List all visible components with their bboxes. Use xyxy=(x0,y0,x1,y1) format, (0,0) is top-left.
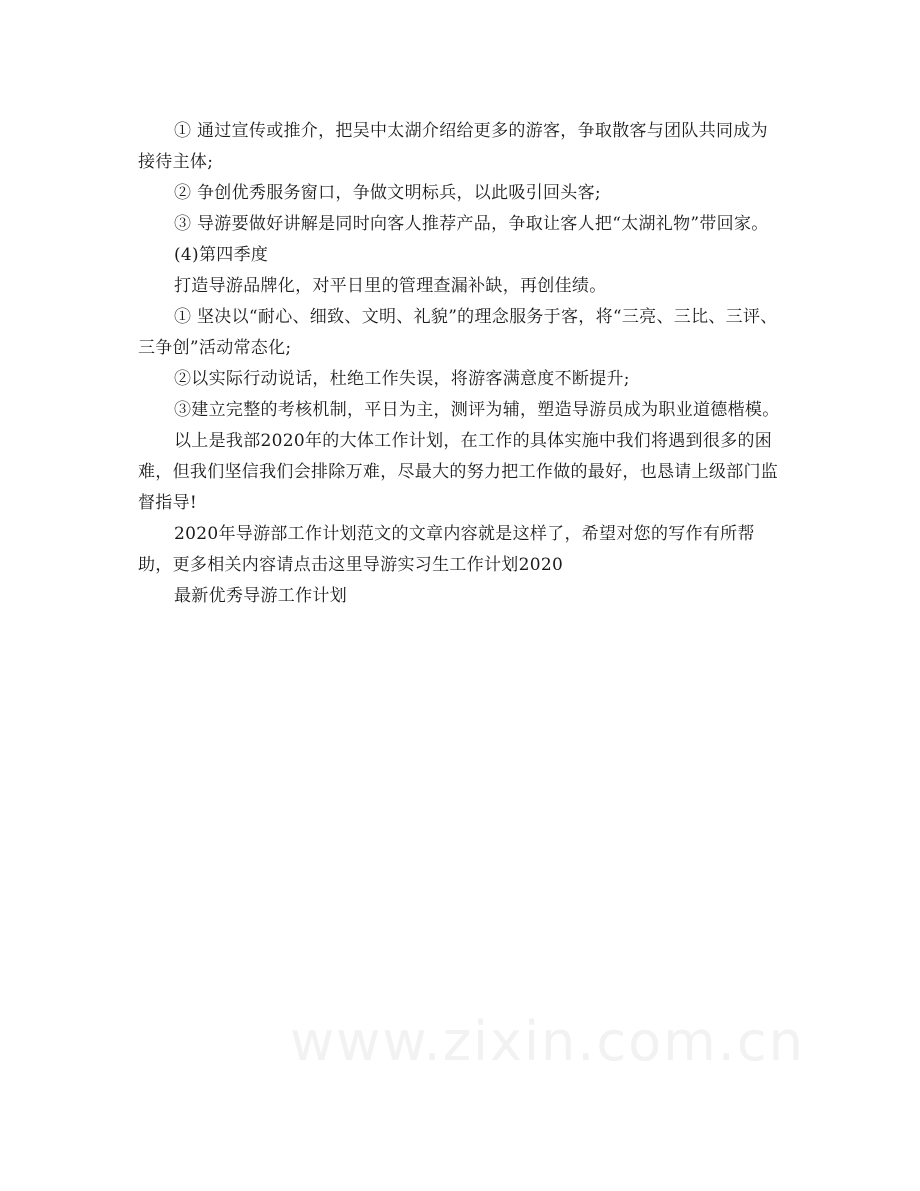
paragraph-item-2: ② 争创优秀服务窗口，争做文明标兵，以此吸引回头客; xyxy=(174,183,601,203)
paragraph-q4-intro: 打造导游品牌化，对平日里的管理查漏补缺，再创佳绩。 xyxy=(174,276,607,296)
paragraph-q4-item-3: ③建立完整的考核机制，平日为主，测评为辅，塑造导游员成为职业道德楷模。 xyxy=(174,400,780,420)
paragraph-q4-item-1: ① 坚决以“耐心、细致、文明、礼貌”的理念服务于客，将“三亮、三比、三评、三争创”活动常态化; xyxy=(138,307,778,358)
paragraph-related-title: 最新优秀导游工作计划 xyxy=(174,586,347,606)
paragraph-conclusion: 以上是我部2020年的大体工作计划，在工作的具体实施中我们将遇到很多的困难，但我们坚信我们会排除万难，尽最大的努力把工作做的最好，也恳请上级部门监督指导! xyxy=(138,431,779,513)
section-heading-q4: (4)第四季度 xyxy=(174,245,269,265)
paragraph-item-3: ③ 导游要做好讲解是同时向客人推荐产品，争取让客人把“太湖礼物”带回家。 xyxy=(174,214,769,234)
paragraph-item-1: ① 通过宣传或推介，把吴中太湖介绍给更多的游客，争取散客与团队共同成为接待主体; xyxy=(138,121,768,172)
paragraph-article-note: 2020年导游部工作计划范文的文章内容就是这样了，希望对您的写作有所帮助，更多相关内容请点击这里导游实习生工作计划2020 xyxy=(138,524,755,575)
paragraph-q4-item-2: ②以实际行动说话，杜绝工作失误，将游客满意度不断提升; xyxy=(174,369,630,389)
document-body xyxy=(138,116,783,612)
watermark-text: www.zixin.com.cn xyxy=(290,1010,805,1073)
